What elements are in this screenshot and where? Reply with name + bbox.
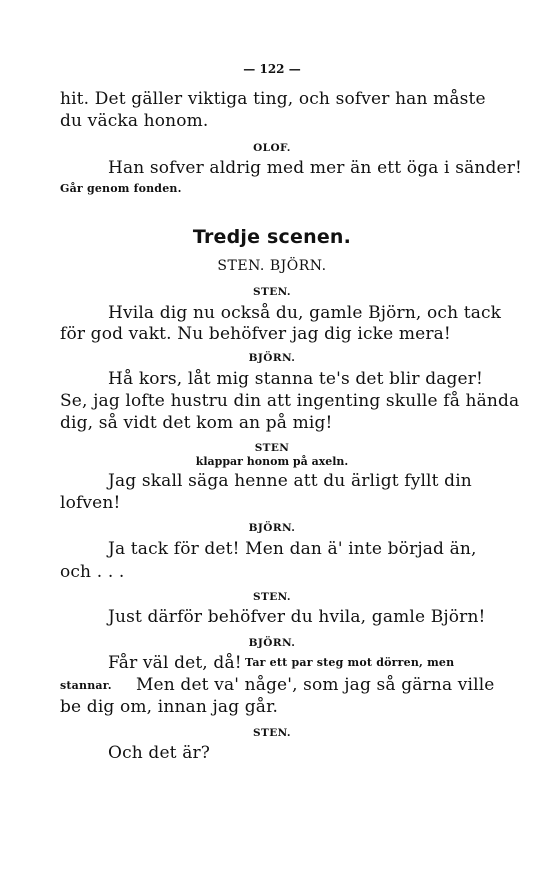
text-line-10: lofven!	[60, 493, 121, 513]
text-line-4: Hvila dig nu också du, gamle Björn, och tack	[108, 303, 502, 323]
speaker-olof: OLOF.	[253, 142, 291, 154]
text-line-15: Men det va' någe', som jag så gärna ville	[136, 675, 495, 695]
speaker-sten-3: STEN.	[253, 591, 291, 603]
text-line-1: hit. Det gäller viktiga ting, och sofver han måste	[60, 89, 486, 109]
text-line-3: Han sofver aldrig med mer än ett öga i sänder!	[108, 158, 522, 178]
text-line-9: Jag skall säga henne att du ärligt fyllt din	[108, 471, 472, 491]
stage-direction-sten: klappar honom på axeln.	[195, 455, 349, 468]
scene-cast: STEN. BJÖRN.	[217, 258, 327, 274]
text-line-12: och . . .	[60, 562, 125, 582]
text-line-2: du väcka honom.	[60, 111, 209, 131]
text-line-13: Just därför behöfver du hvila, gamle Björn!	[108, 607, 486, 627]
text-line-14: Får väl det, då!	[108, 653, 242, 673]
speaker-sten-4: STEN.	[253, 727, 291, 739]
page-number: — 122 —	[243, 62, 301, 76]
text-line-5: för god vakt. Nu behöfver jag dig icke mera!	[60, 324, 451, 344]
speaker-sten: STEN.	[253, 286, 291, 298]
text-line-11: Ja tack för det! Men dan ä' inte börjad än,	[108, 539, 477, 559]
speaker-bjorn-2: BJÖRN.	[248, 522, 296, 534]
text-line-8: dig, så vidt det kom an på mig!	[60, 413, 333, 433]
text-line-6: Hå kors, låt mig stanna te's det blir dager!	[108, 369, 484, 389]
scene-title: Tredje scenen.	[192, 226, 352, 248]
speaker-bjorn-3: BJÖRN.	[248, 637, 296, 649]
speaker-sten-2: STEN	[254, 442, 290, 454]
text-line-16: be dig om, innan jag går.	[60, 697, 279, 717]
speaker-bjorn: BJÖRN.	[248, 352, 296, 364]
stage-direction-exit: Går genom fonden.	[60, 182, 182, 195]
stage-direction-bjorn: Tar ett par steg mot dörren, men	[245, 656, 455, 669]
text-line-7: Se, jag lofte hustru din att ingenting skulle få hända	[60, 391, 520, 411]
stage-direction-bjorn-continued: stannar.	[60, 679, 112, 692]
text-line-17: Och det är?	[108, 743, 211, 763]
